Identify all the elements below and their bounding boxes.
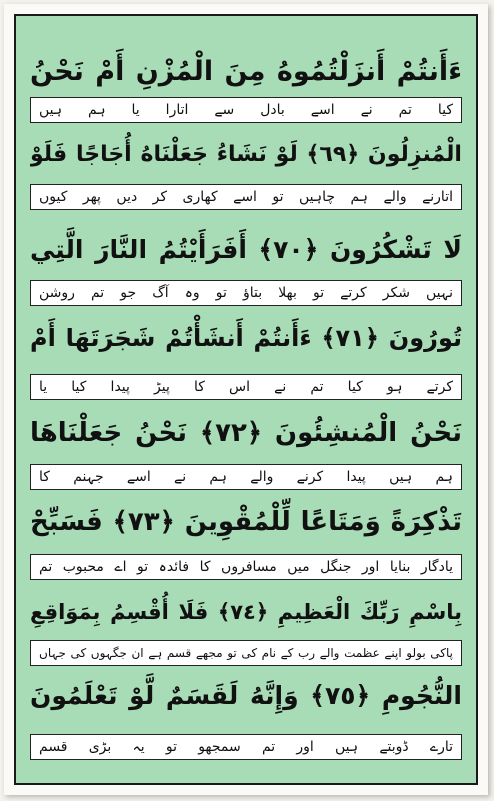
arabic-line-1: ءَأَنتُمْ أَنزَلْتُمُوهُ مِنَ الْمُزْنِ أَمْ نَحْنُ	[30, 56, 462, 87]
translation-line-7: پاکی بولو اپنے عظمت والے رب کے نام کی تو مجھے قسم ہے ان جگہوں کی جہاں	[39, 646, 453, 660]
translation-box-6	[30, 554, 462, 580]
translation-box-4	[30, 374, 462, 400]
translation-line-8: تارے ڈوبتے ہیں اور تم سمجھو تو یہ بڑی قسم	[39, 739, 453, 755]
arabic-line-5: نَحْنُ الْمُنشِئُونَ ﴿٧٢﴾ نَحْنُ جَعَلْنَاهَا	[30, 418, 462, 448]
arabic-line-2: الْمُنزِلُونَ ﴿٦٩﴾ لَوْ نَشَاءُ جَعَلْنَاهُ أُجَاجًا فَلَوْ	[30, 142, 462, 167]
translation-line-6: یادگار بنایا اور جنگل میں مسافروں کا فائدہ تو اے محبوب تم	[39, 559, 453, 575]
page-sheet	[4, 4, 488, 795]
verse-panel	[14, 14, 478, 785]
translation-box-3	[30, 280, 462, 306]
translation-box-8	[30, 734, 462, 760]
translation-line-5: ہم ہیں پیدا کرنے والے ہم نے اسے جہنم کا	[39, 469, 453, 485]
translation-box-5	[30, 464, 462, 490]
translation-line-1: کیا تم نے اسے بادل سے اتارا یا ہم ہیں	[39, 102, 453, 118]
translation-box-1	[30, 97, 462, 123]
arabic-line-6: تَذْكِرَةً وَمَتَاعًا لِّلْمُقْوِينَ ﴿٧٣﴾ فَسَبِّحْ	[30, 507, 462, 537]
arabic-line-7: بِاسْمِ رَبِّكَ الْعَظِيمِ ﴿٧٤﴾ فَلَا أُقْسِمُ بِمَوَاقِعِ	[30, 600, 462, 624]
arabic-line-8: النُّجُومِ ﴿٧٥﴾ وَإِنَّهُ لَقَسَمٌ لَّوْ تَعْلَمُونَ	[30, 681, 462, 710]
translation-box-7	[30, 640, 462, 666]
translation-line-3: نہیں شکر کرتے تو بھلا بتاؤ تو وہ آگ جو تم روشن	[39, 285, 453, 301]
arabic-line-3: لَا تَشْكُرُونَ ﴿٧٠﴾ أَفَرَأَيْتُمُ النَّارَ الَّتِي	[30, 235, 462, 264]
translation-line-4: کرتے ہو کیا تم نے اس کا پیڑ پیدا کیا یا	[39, 379, 453, 395]
arabic-line-4: تُورُونَ ﴿٧١﴾ ءَأَنتُمْ أَنشَأْتُمْ شَجَرَتَهَا أَمْ	[30, 324, 462, 352]
translation-box-2	[30, 184, 462, 210]
translation-line-2: اتارنے والے ہم چاہیں تو اسے کھاری کر دیں پھر کیوں	[39, 189, 453, 205]
